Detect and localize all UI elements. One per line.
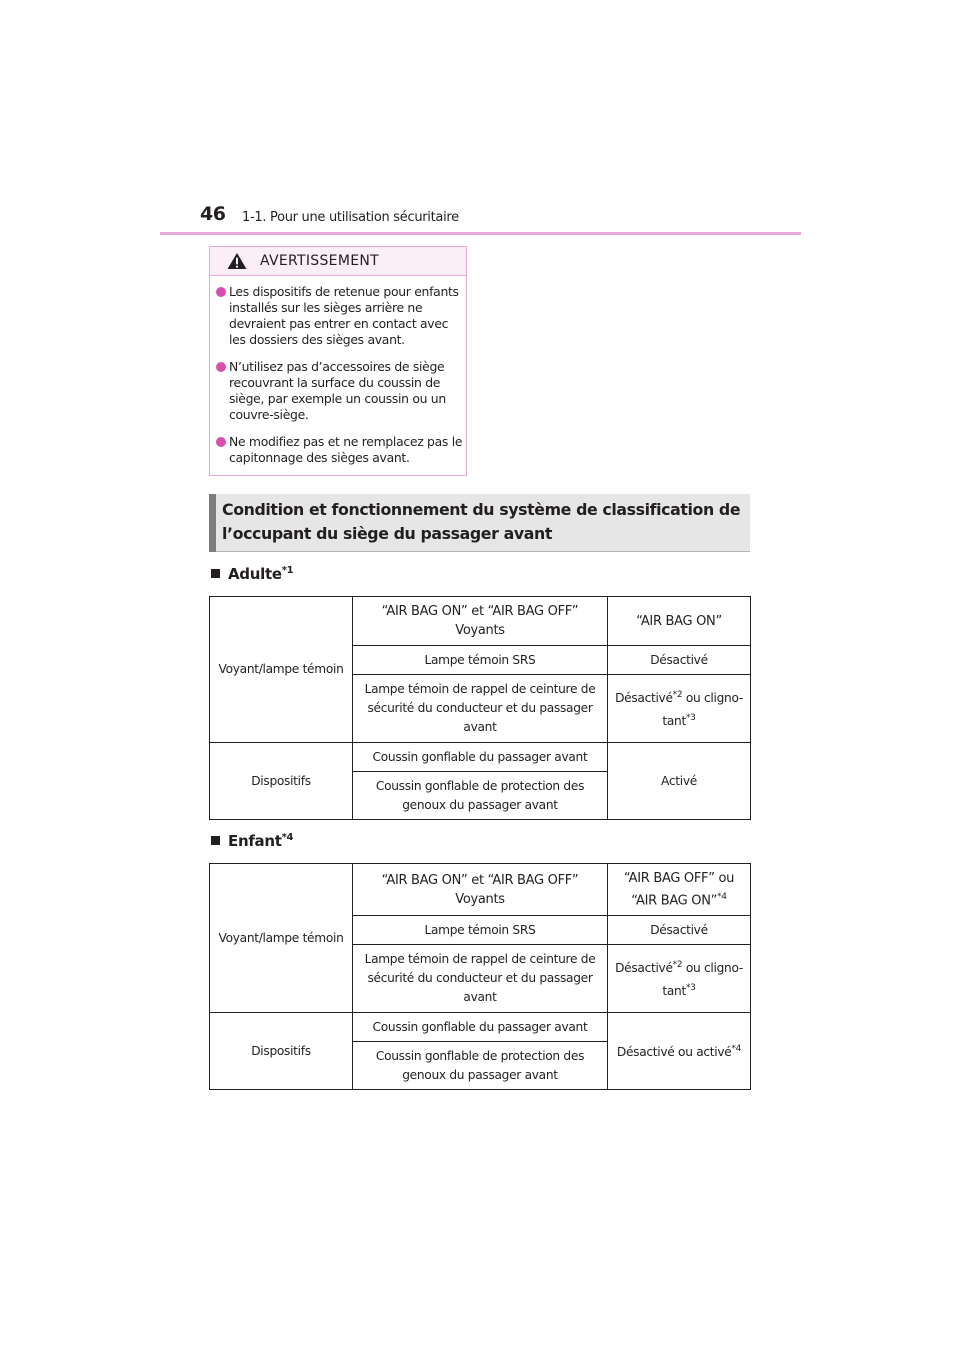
footnote-2: *2 — [672, 690, 683, 701]
adult-label: Adulte — [228, 565, 282, 583]
indicators-value — [608, 864, 751, 916]
adult-table — [209, 596, 751, 820]
srs-label: Lampe témoin SRS — [353, 916, 608, 945]
child-footnote: *4 — [281, 832, 294, 843]
header-divider — [160, 232, 801, 235]
devices-value — [608, 1013, 751, 1090]
page-number: 46 — [200, 203, 226, 225]
footnote-3: *3 — [685, 712, 696, 723]
warning-item-text: N’utilisez pas d’accessoires de siège recouvrant la surface du coussin de siège, par exemple un coussin ou un couvre-siège. — [229, 359, 446, 422]
belt-reminder-value — [608, 945, 751, 1013]
device-passenger-airbag: Coussin gonflable du passager avant — [353, 743, 608, 772]
devices-group-cell: Dispositifs — [210, 1013, 353, 1090]
indicators-label: “AIR BAG ON” et “AIR BAG OFF” Voyants — [353, 597, 608, 646]
belt-value-part-1: Désactivé — [615, 691, 673, 706]
device-knee-airbag: Coussin gonflable de protection des genoux du passager avant — [353, 772, 608, 820]
adult-footnote: *1 — [281, 565, 294, 576]
indicator-group-cell: Voyant/lampe témoin — [210, 597, 353, 743]
belt-reminder-label: Lampe témoin de rappel de ceinture de sécurité du conducteur et du passager avant — [353, 675, 608, 743]
indicators-value: “AIR BAG ON” — [608, 597, 751, 646]
srs-value: Désactivé — [608, 916, 751, 945]
device-knee-airbag: Coussin gonflable de protection des genoux du passager avant — [353, 1042, 608, 1090]
footnote-4: *4 — [731, 1043, 742, 1054]
condition-heading — [209, 494, 750, 552]
footnote-2: *2 — [672, 960, 683, 971]
belt-value-part-2: ou cligno-tant — [662, 691, 743, 728]
srs-label: Lampe témoin SRS — [353, 646, 608, 675]
footnote-3: *3 — [685, 982, 696, 993]
bullet-dot-icon — [216, 437, 226, 447]
indicators-label: “AIR BAG ON” et “AIR BAG OFF” Voyants — [353, 864, 608, 916]
child-subheading — [211, 832, 293, 850]
warning-header — [210, 247, 466, 276]
warning-triangle-icon — [226, 252, 248, 270]
warning-item-text: Les dispositifs de retenue pour enfants installés sur les sièges arrière ne devraient pas entrer en contact avec les dossiers des sièges avant. — [229, 284, 459, 347]
belt-value-part-1: Désactivé — [615, 961, 673, 976]
warning-item — [216, 434, 466, 466]
square-bullet-icon — [211, 836, 220, 845]
warning-box — [209, 246, 467, 476]
belt-reminder-value — [608, 675, 751, 743]
bullet-dot-icon — [216, 362, 226, 372]
devices-value-text: Désactivé ou activé — [616, 1045, 732, 1060]
devices-group-cell: Dispositifs — [210, 743, 353, 820]
condition-heading-text: Condition et fonctionnement du système de classification de l’occupant du siège du passager avant — [222, 500, 741, 543]
warning-list — [210, 276, 466, 466]
child-label: Enfant — [228, 832, 282, 850]
adult-subheading — [211, 565, 293, 583]
child-table — [209, 863, 751, 1090]
warning-item — [216, 359, 466, 423]
device-passenger-airbag: Coussin gonflable du passager avant — [353, 1013, 608, 1042]
heading-accent-bar — [209, 494, 216, 552]
srs-value: Désactivé — [608, 646, 751, 675]
warning-item — [216, 284, 466, 348]
section-title: 1-1. Pour une utilisation sécuritaire — [242, 210, 459, 225]
devices-value: Activé — [608, 743, 751, 820]
footnote-4: *4 — [717, 891, 727, 902]
indicators-value-text: “AIR BAG OFF” ou “AIR BAG ON” — [623, 870, 735, 909]
warning-item-text: Ne modifiez pas et ne remplacez pas le capitonnage des sièges avant. — [229, 434, 463, 465]
belt-reminder-label: Lampe témoin de rappel de ceinture de sécurité du conducteur et du passager avant — [353, 945, 608, 1013]
indicator-group-cell: Voyant/lampe témoin — [210, 864, 353, 1013]
belt-value-part-2: ou cligno-tant — [662, 961, 743, 998]
bullet-dot-icon — [216, 287, 226, 297]
square-bullet-icon — [211, 569, 220, 578]
warning-title: AVERTISSEMENT — [260, 253, 379, 269]
